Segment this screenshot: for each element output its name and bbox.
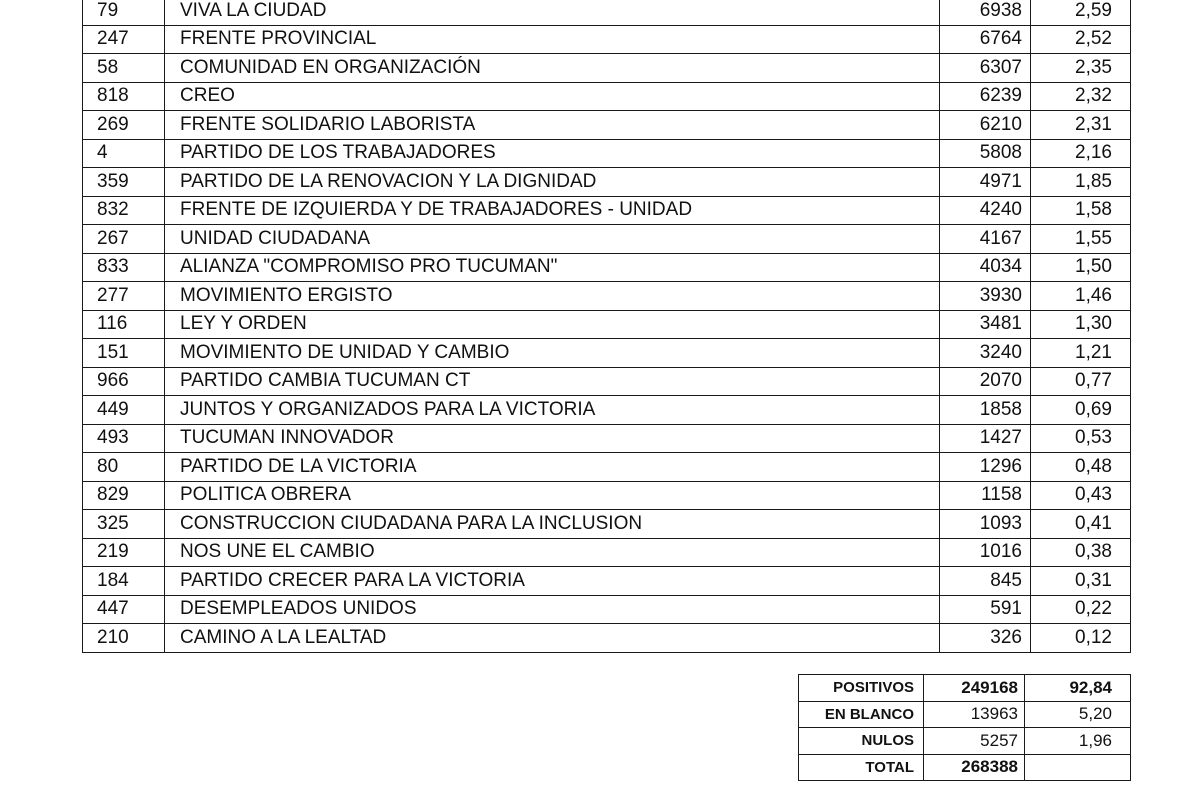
summary-label: POSITIVOS xyxy=(799,675,924,702)
table-row xyxy=(83,111,1131,140)
list-number: 219 xyxy=(83,538,165,567)
list-number: 79 xyxy=(83,0,165,25)
vote-percentage: 0,69 xyxy=(1031,396,1131,425)
list-number: 267 xyxy=(83,225,165,254)
party-name: CONSTRUCCION CIUDADANA PARA LA INCLUSION xyxy=(165,510,940,539)
vote-count: 326 xyxy=(940,624,1031,653)
table-row xyxy=(83,510,1131,539)
table-row xyxy=(83,339,1131,368)
table-row xyxy=(83,453,1131,482)
table-row xyxy=(83,168,1131,197)
vote-percentage: 0,43 xyxy=(1031,481,1131,510)
vote-percentage: 1,46 xyxy=(1031,282,1131,311)
vote-count: 3930 xyxy=(940,282,1031,311)
summary-row xyxy=(799,675,1131,702)
vote-percentage: 0,41 xyxy=(1031,510,1131,539)
party-name: PARTIDO CAMBIA TUCUMAN CT xyxy=(165,367,940,396)
vote-percentage: 2,16 xyxy=(1031,139,1131,168)
list-number: 359 xyxy=(83,168,165,197)
table-row xyxy=(83,567,1131,596)
vote-summary-table xyxy=(798,674,1131,781)
summary-percentage: 5,20 xyxy=(1025,701,1131,728)
vote-count: 1296 xyxy=(940,453,1031,482)
vote-count: 3481 xyxy=(940,310,1031,339)
summary-votes: 13963 xyxy=(924,701,1025,728)
vote-count: 4971 xyxy=(940,168,1031,197)
list-number: 80 xyxy=(83,453,165,482)
party-name: VIVA LA CIUDAD xyxy=(165,0,940,25)
list-number: 829 xyxy=(83,481,165,510)
vote-count: 6764 xyxy=(940,25,1031,54)
table-row xyxy=(83,139,1131,168)
vote-percentage: 1,55 xyxy=(1031,225,1131,254)
summary-row xyxy=(799,701,1131,728)
table-row xyxy=(83,624,1131,653)
list-number: 833 xyxy=(83,253,165,282)
vote-count: 1093 xyxy=(940,510,1031,539)
list-number: 116 xyxy=(83,310,165,339)
summary-votes: 268388 xyxy=(924,754,1025,781)
table-row xyxy=(83,25,1131,54)
list-number: 325 xyxy=(83,510,165,539)
party-name: CAMINO A LA LEALTAD xyxy=(165,624,940,653)
vote-percentage: 0,38 xyxy=(1031,538,1131,567)
vote-percentage: 0,22 xyxy=(1031,595,1131,624)
vote-count: 845 xyxy=(940,567,1031,596)
list-number: 966 xyxy=(83,367,165,396)
vote-count: 6239 xyxy=(940,82,1031,111)
party-name: NOS UNE EL CAMBIO xyxy=(165,538,940,567)
party-results-table xyxy=(82,0,1131,653)
party-name: CREO xyxy=(165,82,940,111)
summary-votes: 249168 xyxy=(924,675,1025,702)
party-name: MOVIMIENTO DE UNIDAD Y CAMBIO xyxy=(165,339,940,368)
party-name: COMUNIDAD EN ORGANIZACIÓN xyxy=(165,54,940,83)
list-number: 277 xyxy=(83,282,165,311)
vote-percentage: 2,35 xyxy=(1031,54,1131,83)
table-row xyxy=(83,225,1131,254)
vote-count: 6307 xyxy=(940,54,1031,83)
vote-percentage: 1,85 xyxy=(1031,168,1131,197)
vote-count: 4034 xyxy=(940,253,1031,282)
vote-percentage: 0,31 xyxy=(1031,567,1131,596)
vote-percentage: 2,59 xyxy=(1031,0,1131,25)
summary-label: EN BLANCO xyxy=(799,701,924,728)
summary-percentage: 1,96 xyxy=(1025,728,1131,755)
vote-count: 4240 xyxy=(940,196,1031,225)
list-number: 447 xyxy=(83,595,165,624)
party-name: FRENTE PROVINCIAL xyxy=(165,25,940,54)
summary-label: NULOS xyxy=(799,728,924,755)
vote-percentage: 1,50 xyxy=(1031,253,1131,282)
party-name: FRENTE SOLIDARIO LABORISTA xyxy=(165,111,940,140)
vote-percentage: 0,77 xyxy=(1031,367,1131,396)
vote-count: 1158 xyxy=(940,481,1031,510)
vote-percentage: 0,48 xyxy=(1031,453,1131,482)
summary-row xyxy=(799,754,1131,781)
vote-percentage: 1,58 xyxy=(1031,196,1131,225)
summary-row xyxy=(799,728,1131,755)
party-name: ALIANZA "COMPROMISO PRO TUCUMAN" xyxy=(165,253,940,282)
list-number: 493 xyxy=(83,424,165,453)
summary-votes: 5257 xyxy=(924,728,1025,755)
table-row xyxy=(83,54,1131,83)
list-number: 449 xyxy=(83,396,165,425)
vote-count: 2070 xyxy=(940,367,1031,396)
vote-percentage: 1,30 xyxy=(1031,310,1131,339)
table-row xyxy=(83,367,1131,396)
table-row xyxy=(83,396,1131,425)
party-name: PARTIDO DE LOS TRABAJADORES xyxy=(165,139,940,168)
summary-label: TOTAL xyxy=(799,754,924,781)
vote-count: 1016 xyxy=(940,538,1031,567)
list-number: 269 xyxy=(83,111,165,140)
vote-count: 6210 xyxy=(940,111,1031,140)
vote-summary-body xyxy=(799,675,1131,781)
summary-percentage: 92,84 xyxy=(1025,675,1131,702)
list-number: 832 xyxy=(83,196,165,225)
table-row xyxy=(83,82,1131,111)
summary-percentage xyxy=(1025,754,1131,781)
vote-count: 4167 xyxy=(940,225,1031,254)
party-name: MOVIMIENTO ERGISTO xyxy=(165,282,940,311)
list-number: 184 xyxy=(83,567,165,596)
table-row xyxy=(83,538,1131,567)
party-name: PARTIDO DE LA VICTORIA xyxy=(165,453,940,482)
list-number: 4 xyxy=(83,139,165,168)
vote-percentage: 2,32 xyxy=(1031,82,1131,111)
table-row xyxy=(83,253,1131,282)
list-number: 247 xyxy=(83,25,165,54)
list-number: 210 xyxy=(83,624,165,653)
party-name: PARTIDO CRECER PARA LA VICTORIA xyxy=(165,567,940,596)
vote-percentage: 2,52 xyxy=(1031,25,1131,54)
vote-percentage: 2,31 xyxy=(1031,111,1131,140)
table-row xyxy=(83,595,1131,624)
table-row xyxy=(83,424,1131,453)
party-name: JUNTOS Y ORGANIZADOS PARA LA VICTORIA xyxy=(165,396,940,425)
vote-count: 1427 xyxy=(940,424,1031,453)
table-row xyxy=(83,0,1131,25)
party-name: DESEMPLEADOS UNIDOS xyxy=(165,595,940,624)
vote-percentage: 0,12 xyxy=(1031,624,1131,653)
vote-count: 1858 xyxy=(940,396,1031,425)
party-name: UNIDAD CIUDADANA xyxy=(165,225,940,254)
list-number: 151 xyxy=(83,339,165,368)
party-name: TUCUMAN INNOVADOR xyxy=(165,424,940,453)
vote-count: 6938 xyxy=(940,0,1031,25)
vote-percentage: 0,53 xyxy=(1031,424,1131,453)
table-row xyxy=(83,196,1131,225)
vote-count: 3240 xyxy=(940,339,1031,368)
vote-count: 591 xyxy=(940,595,1031,624)
table-row xyxy=(83,282,1131,311)
vote-percentage: 1,21 xyxy=(1031,339,1131,368)
list-number: 818 xyxy=(83,82,165,111)
party-name: LEY Y ORDEN xyxy=(165,310,940,339)
vote-count: 5808 xyxy=(940,139,1031,168)
table-row xyxy=(83,310,1131,339)
party-name: FRENTE DE IZQUIERDA Y DE TRABAJADORES - UNIDAD xyxy=(165,196,940,225)
party-results-body xyxy=(83,0,1131,652)
party-name: POLITICA OBRERA xyxy=(165,481,940,510)
list-number: 58 xyxy=(83,54,165,83)
table-row xyxy=(83,481,1131,510)
party-name: PARTIDO DE LA RENOVACION Y LA DIGNIDAD xyxy=(165,168,940,197)
